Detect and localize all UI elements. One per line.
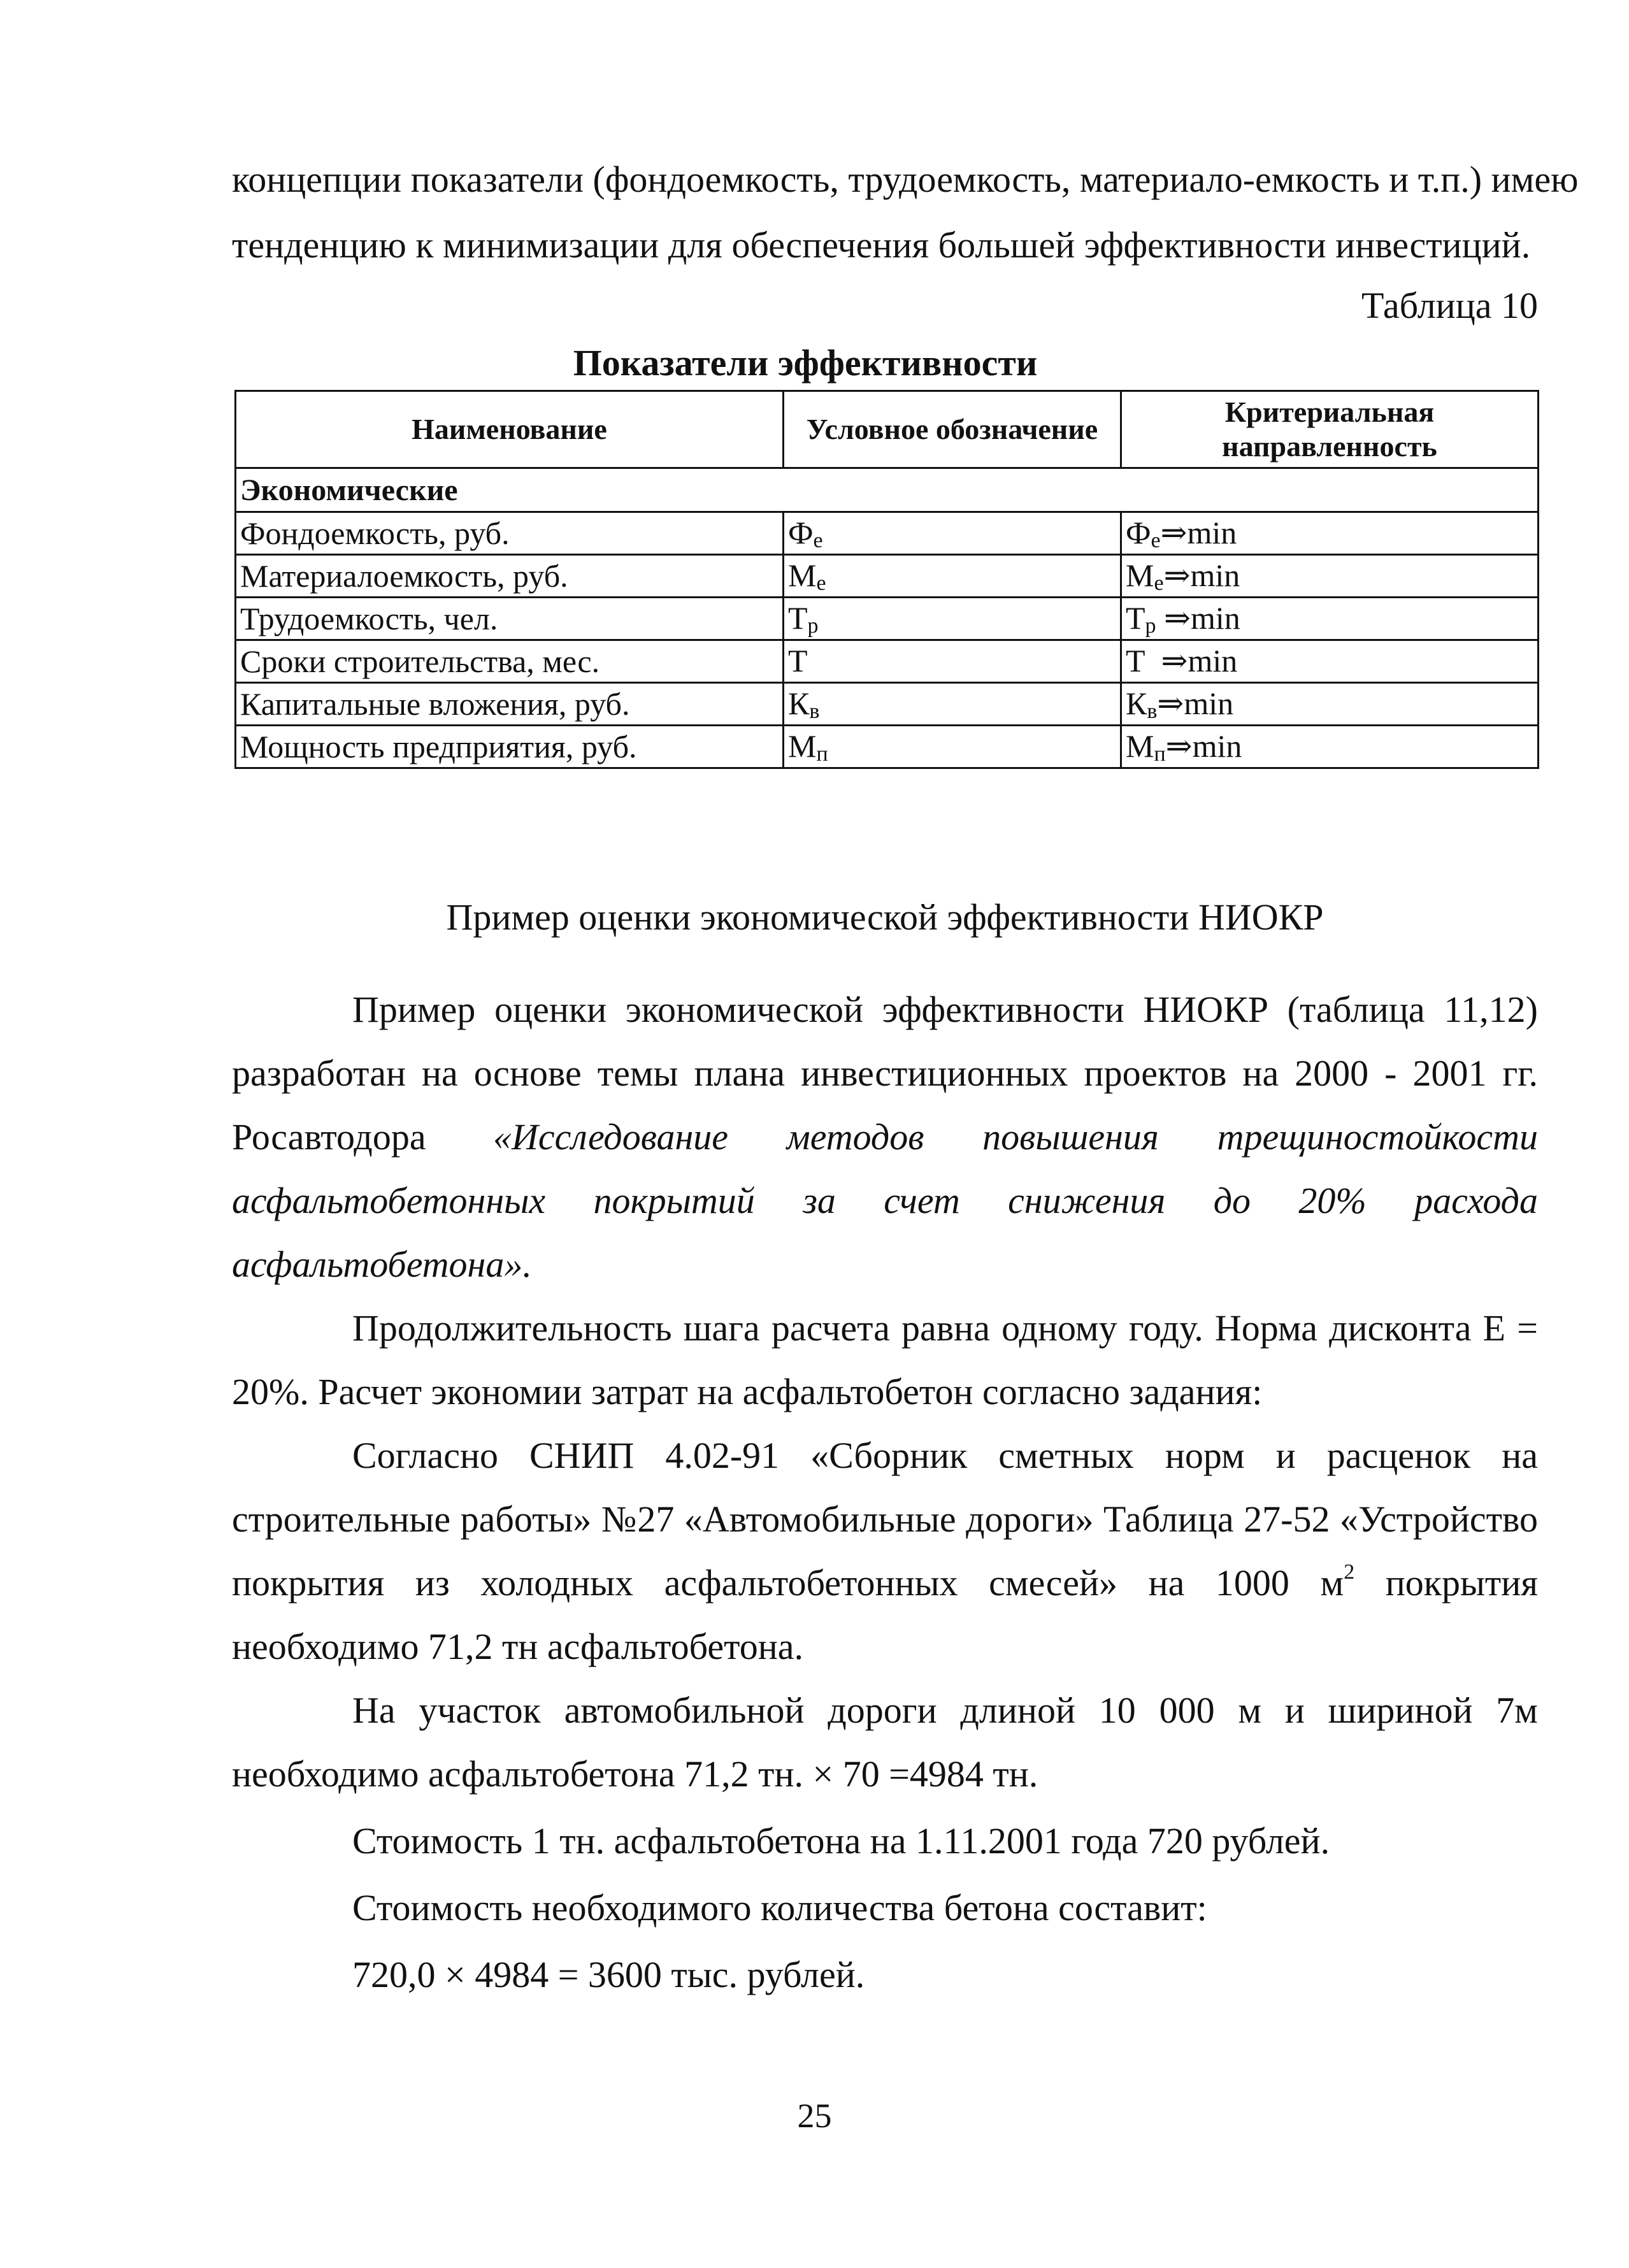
table-row — [236, 726, 1539, 768]
row-name: Материалоемкость, руб. — [236, 555, 784, 598]
row-symbol: $Ф_е$ — [784, 512, 1121, 555]
row-name: Мощность предприятия, руб. — [236, 726, 784, 768]
paragraph-line: Согласно СНИП 4.02-91 «Сборник сметных норм и расценок на — [352, 1435, 1538, 1476]
table-title: Показатели эффективности — [573, 342, 1038, 384]
row-criterion: $М_е\Rightarrow\min$ — [1121, 555, 1539, 598]
table-row — [236, 640, 1539, 683]
header-name: Наименование — [236, 391, 784, 468]
paragraph-line: Стоимость необходимого количества бетона составит: — [352, 1887, 1207, 1928]
efficiency-table — [234, 390, 1539, 769]
row-symbol: $К_в$ — [784, 683, 1121, 726]
paragraph-line: асфальтобетонных покрытий за счет снижения до 20% расхода — [232, 1180, 1538, 1221]
row-criterion: $М_п\Rightarrow\min$ — [1121, 726, 1539, 768]
row-name: Сроки строительства, мес. — [236, 640, 784, 683]
row-name: Капитальные вложения, руб. — [236, 683, 784, 726]
table-header-row — [236, 391, 1539, 468]
row-criterion: Т ⇒min — [1121, 640, 1539, 683]
table-group-row — [236, 468, 1539, 512]
paragraph-line: 720,0 × 4984 = 3600 тыс. рублей. — [352, 1954, 865, 1995]
paragraph-line: необходимо асфальтобетона 71,2 тн. × 70 =4984 тн. — [232, 1753, 1038, 1795]
paragraph-line: разработан на основе темы плана инвестиционных проектов на 2000 - 2001 гг. — [232, 1052, 1538, 1094]
paragraph-line: Стоимость 1 тн. асфальтобетона на 1.11.2001 года 720 рублей. — [352, 1820, 1330, 1862]
paragraph-line: 20%. Расчет экономии затрат на асфальтобетон согласно задания: — [232, 1371, 1263, 1412]
page-number: 25 — [797, 2097, 832, 2135]
table-caption: Таблица 10 — [1361, 285, 1538, 326]
row-criterion: $Т_р$ ⇒min — [1121, 598, 1539, 640]
paragraph-line: строительные работы» №27 «Автомобильные дороги» Таблица 27-52 «Устройство — [232, 1498, 1538, 1540]
intro-line-2: тенденцию к минимизации для обеспечения большей эффективности инвестиций. — [232, 224, 1531, 266]
group-label: Экономические — [236, 468, 1539, 512]
table-row — [236, 598, 1539, 640]
paragraph-line: необходимо 71,2 тн асфальтобетона. — [232, 1626, 803, 1667]
table-row — [236, 683, 1539, 726]
table-row — [236, 555, 1539, 598]
paragraph-line: покрытия из холодных асфальтобетонных смесей» на 1000 $м^2$ покрытия — [232, 1560, 1538, 1604]
header-symbol: Условное обозначение — [784, 391, 1121, 468]
row-name: Трудоемкость, чел. — [236, 598, 784, 640]
paragraph-line: На участок автомобильной дороги длиной 10 000 м и шириной 7м — [352, 1690, 1538, 1731]
table-row — [236, 512, 1539, 555]
section-heading: Пример оценки экономической эффективности НИОКР — [446, 896, 1324, 938]
header-criterion — [1121, 391, 1539, 468]
row-criterion: $К_в\Rightarrow\min$ — [1121, 683, 1539, 726]
row-symbol: Т — [784, 640, 1121, 683]
intro-line-1: концепции показатели (фондоемкость, трудоемкость, материало-емкость и т.п.) имею — [232, 159, 1579, 200]
paragraph-line: асфальтобетона». — [232, 1244, 532, 1285]
row-symbol: $М_е$ — [784, 555, 1121, 598]
header-criterion-line1: Критериальная — [1224, 396, 1435, 428]
paragraph-line: Продолжительность шага расчета равна одному году. Норма дисконта Е = — [352, 1307, 1538, 1349]
paragraph-line: Пример оценки экономической эффективности НИОКР (таблица 11,12) — [352, 989, 1538, 1030]
row-symbol: $Т_р$ — [784, 598, 1121, 640]
row-name: Фондоемкость, руб. — [236, 512, 784, 555]
paragraph-line: Росавтодора «Исследование методов повышения трещиностойкости — [232, 1116, 1538, 1158]
row-symbol: $М_п$ — [784, 726, 1121, 768]
row-criterion: $Ф_е\Rightarrow\min$ — [1121, 512, 1539, 555]
header-criterion-line2: направленность — [1222, 430, 1437, 463]
